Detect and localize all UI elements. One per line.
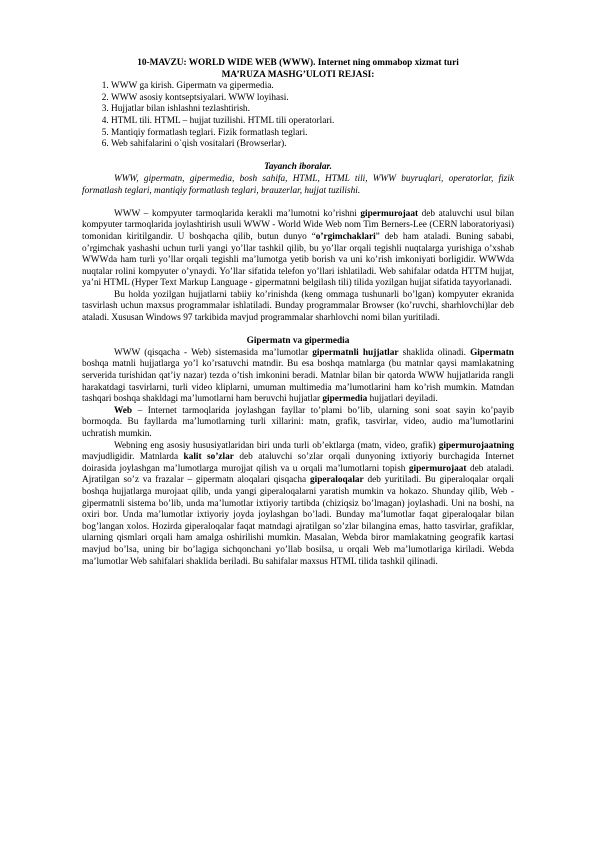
- paragraph-browsers: Bu holda yozilgan hujjatlarni tabiiy ko’rinishda (keng ommaga tushunarli bo’lgan) kompyuter ekranida tasvirlash uchun maxsus programmalar ishlatiladi. Bunday programmalar Browser (ko’ruvchi, sharhlovchi)lar deb ataladi. Xususan Windows 97 tarkibida mavjud programmalar sharhlovchi nomi bilan yuritiladi.: [82, 289, 514, 324]
- text-run: – Internet tarmoqlarida joylashgan fayllar to’plami bo’lib, ularning soni soat sayin ko’payib bormoqda. Bu fayllarda ma’lumotlarning turli xillarini: matn, grafik, tasvirlar, video, audio ma’lumotlarini uchratish mumkin.: [82, 405, 514, 439]
- text-run: deb ataluvchi so’zlar orqali dunyoning ixtiyoriy burchagida Internet doirasida joylashgan ma’lumotlarga murojjat qilish va u orqali ma’lumotlarni topish: [82, 452, 514, 474]
- plan-item: 6. Web sahifalarini o`qish vositalari (Browserlar).: [111, 139, 514, 151]
- plan-item: 3. Hujjatlar bilan ishlashni tezlashtirish.: [111, 104, 514, 116]
- plan-item: 2. WWW asosiy kontseptsiyalari. WWW loyihasi.: [111, 93, 514, 105]
- lecture-plan-list: [82, 81, 514, 151]
- keywords-heading: Tayanch iboralar.: [264, 162, 332, 173]
- paragraph-web-features: [82, 441, 514, 569]
- text-run: mavjudligidir. Matnlarda: [82, 452, 184, 463]
- term-giperaloqalar: giperaloqalar: [309, 475, 364, 486]
- text-run: shaklida olinadi.: [398, 347, 471, 358]
- term-web: Web: [114, 405, 133, 416]
- text-run: boshqa matnli hujjatlarga yo’l ko’rsatuvchi matndir. Bu esa boshqa matnlarga (bu matnlar qaysi mamlakatning serverida turishidan qat’iy nazar) tezda o’tish imkonini beradi. Matnlar bilan bir qatorda WWW hujjatlarida rangli harakatdagi tasvirlarni, turli video kliplarni, umuman multimedia ma’lumotlarini ham ko’rish mumkin. Matndan tashqari boshqa shakldagi ma’lumotlarni ham beruvchi hujjatlar: [82, 359, 514, 405]
- term-gipermatn: Gipermatn: [470, 347, 514, 358]
- text-run: hujjatlari deyiladi.: [367, 394, 438, 405]
- text-run: WWW (qisqacha - Web) sistemasida ma’lumotlar: [114, 347, 313, 358]
- plan-item: 5. Mantiqiy formatlash teglari. Fizik formatlash teglari.: [111, 128, 514, 140]
- text-run: deb ataladi. Ajratilgan so’z va frazalar – gipermatn aloqalari qisqacha: [82, 463, 514, 486]
- term-kalit-sozlar: kalit so’zlar: [183, 452, 234, 463]
- term-gipermurojaatning: gipermurojaatning: [438, 440, 514, 451]
- term-gipermedia: gipermedia: [322, 394, 368, 405]
- paragraph-web: [82, 406, 514, 441]
- plan-item: 1. WWW ga kirish. Gipermatn va gipermedia.: [111, 81, 514, 93]
- term-orgimchaklari: o’rgimchaklari: [315, 231, 376, 242]
- term-gipermatnli-hujjatlar: gipermatnli hujjatlar: [312, 347, 399, 358]
- plan-item: 4. HTML tili. HTML – hujjat tuzilishi. HTML tili operatorlari.: [111, 116, 514, 128]
- document-body: [82, 58, 514, 568]
- text-run: deb yuritiladi. Bu giperaloqalar orqali boshqa hujjatlarga murojaat qilib, unda yangi giperaloqalarni yaratish mumkin va hokazo. Shunday qilib, Web - gipermatnli sistema bo’lib, unda ma’lumotlar ixtiyoriy tartibda (chiziqsiz bo’lmagan) joylashadi. Uni na boshi, na oxiri bor. Unda ma’lumotlar ixtiyoriy joyda joylashgan bo’ladi. Bunday ma’lumotlar faqat giperaloqalar bilan bog’langan xolos. Hozirda giperaloqalar faqat matndagi ajratilgan so’zlar bilangina emas, hatto tasvirlar, grafiklar, ularning qismlari orqali ham amalga oshirilishi mumkin. Masalan, Webda biror mamlakatning geografik kartasi mavjud bo’lsa, uning bir bo’lagiga sichqonchani yo’llab bosilsa, u orqali Web ma’lumotlariga kiriladi. Webda ma’lumotlar Web sahifalari shaklida beriladi. Bu sahifalar maxsus HTML tilida tashkil qilinadi.: [82, 475, 514, 567]
- lecture-title: 10-MAVZU: WORLD WIDE WEB (WWW). Internet ning ommabop xizmat turi: [137, 58, 459, 68]
- text-run: ” deb ham ataladi. Buning sababi, o’rgimchak yashashi uchun turli yangi yo’llar tashkil qilib, bu yo’llar orqali tegishli nuqtalarga yurishiga o’xshab WWWda ham turli yo’llar orqali tegishli ma’lumotga yetib borish va uni ko’rish imkoniyati borligidir. WWWda nuqtalar rolini kompyuter o’ynaydi. Yo’llar sifatida telefon yo’llari ishlatiladi. Web sahifalar odatda HTTM hujjat, ya’ni HTML (Hyper Text Markup Language - gipermatnni belgilash tili) tilida yozilgan hujjat sifatida tayyorlanadi.: [82, 231, 514, 289]
- section-heading: Gipermatn va gipermedia: [246, 336, 350, 347]
- paragraph-www-intro: [82, 209, 514, 290]
- lecture-plan-heading: MA’RUZA MASHG’ULOTI REJASI:: [221, 69, 375, 80]
- text-run: WWW – kompyuter tarmoqlarida kerakli ma’lumotni ko’rishni: [114, 208, 361, 219]
- keywords-text: WWW, gipermatn, gipermedia, bosh sahifa, HTML, HTML tili, WWW buyruqlari, operatorlar, fizik formatlash teglari, mantiqiy formatlash teglari, brauzerlar, hujjat tuzilishi.: [82, 173, 514, 196]
- text-run: Webning eng asosiy hususiyatlaridan biri unda turli ob’ektlarga (matn, video, grafik): [114, 440, 439, 451]
- term-gipermurojaat: gipermurojaat: [360, 208, 419, 219]
- paragraph-gipermatn: [82, 348, 514, 406]
- text-run: deb ataluvchi usul bilan kompyuter tarmoqlarida joylashtirish usuli WWW - World Wide Web nom Tim Berners-Lee (CERN laboratoriyasi) tomonidan kiritilgandir. U boshqacha qilib, butun dunyo “: [82, 208, 514, 242]
- term-gipermurojaat-2: gipermurojaat: [408, 463, 467, 474]
